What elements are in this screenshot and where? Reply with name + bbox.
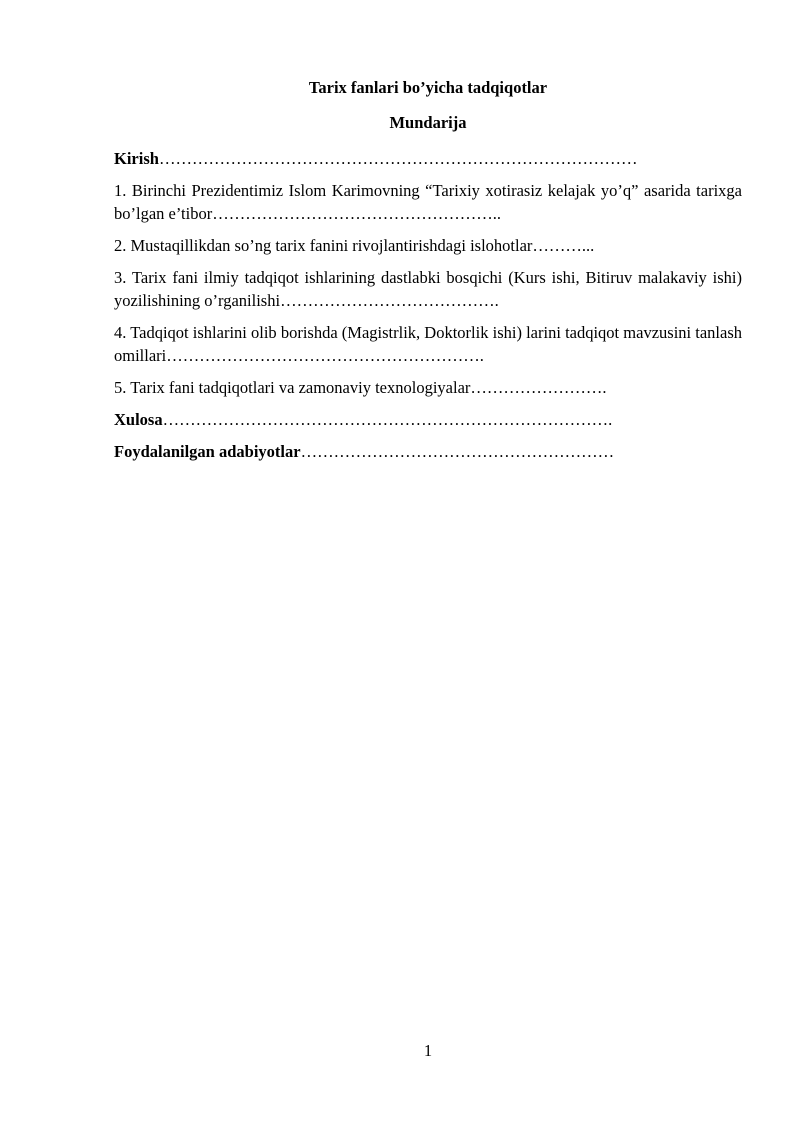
toc-entry-label: Foydalanilgan adabiyotlar — [114, 442, 301, 461]
toc-entry-introduction — [114, 147, 742, 170]
table-of-contents — [114, 147, 742, 472]
toc-entry-leader: …………………………………………………. — [166, 346, 484, 365]
toc-entry-leader: …………………………………………………………………………… — [158, 149, 638, 168]
toc-entry-2 — [114, 234, 742, 257]
toc-entry-label: Kirish — [114, 149, 159, 168]
toc-entry-leader: ……………………. — [470, 378, 607, 397]
toc-entry-leader: ………... — [532, 236, 595, 255]
toc-entry-3 — [114, 266, 742, 312]
page-number: 1 — [423, 1041, 433, 1060]
toc-entry-5 — [114, 376, 742, 399]
toc-entry-leader: ………………………………………………… — [300, 442, 615, 461]
toc-entry-1 — [114, 179, 742, 225]
toc-entry-label: 5. Tarix fani tadqiqotlari va zamonaviy texnologiyalar — [114, 378, 471, 397]
toc-entry-references — [114, 440, 742, 463]
toc-entry-4 — [114, 321, 742, 367]
toc-heading: Mundarija — [389, 113, 467, 132]
toc-entry-label: Xulosa — [114, 410, 163, 429]
toc-entry-leader: ………………………………………………………………………. — [162, 410, 613, 429]
toc-entry-leader: …………………………………………….. — [212, 204, 501, 223]
toc-entry-label: 4. Tadqiqot ishlarini olib borishda (Magistrlik, Doktorlik ishi) larini tadqiqot mavzusini tanlash omillari — [114, 323, 742, 365]
toc-entry-label: 2. Mustaqillikdan so’ng tarix fanini rivojlantirishdagi islohotlar — [114, 236, 533, 255]
document-title: Tarix fanlari bo’yicha tadqiqotlar — [308, 78, 548, 97]
toc-entry-conclusion — [114, 408, 742, 431]
toc-entry-label: 3. Tarix fani ilmiy tadqiqot ishlarining dastlabki bosqichi (Kurs ishi, Bitiruv malakaviy ishi) yozilishining o’rganilishi — [114, 268, 742, 310]
toc-entry-leader: …………………………………. — [280, 291, 499, 310]
toc-entry-label: 1. Birinchi Prezidentimiz Islom Karimovning “Tarixiy xotirasiz kelajak yo’q” asarida tarixga bo’lgan e’tibor — [114, 181, 742, 223]
